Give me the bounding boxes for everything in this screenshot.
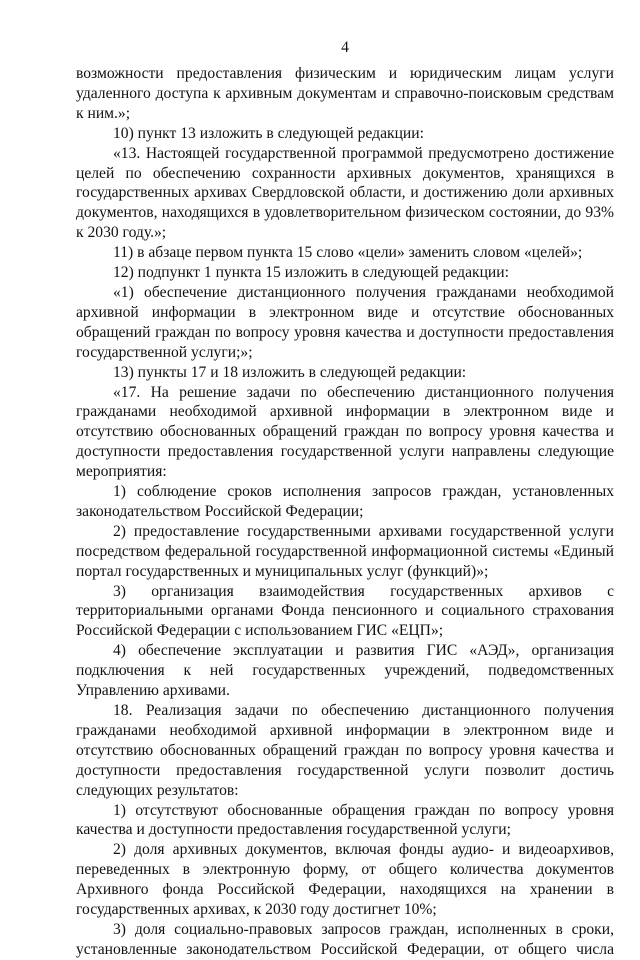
paragraph: 11) в абзаце первом пункта 15 слово «цели» заменить словом «целей»;: [113, 244, 583, 262]
paragraph: 1) отсутствуют обоснованные обращения граждан по вопросу уровня качества и доступности предоставления государственной услуги;: [76, 801, 614, 839]
paragraph: 3) доля социально-правовых запросов граждан, исполненных в сроки, установленные законодательством Российской Федерации, от общего числа: [76, 920, 614, 958]
paragraph: «13. Настоящей государственной программой предусмотрено достижение целей по обеспечению сохранности архивных документов, хранящихся в государственных архивах Свердловской области, и достижению доли архивных документов, находящихся в удовлетворительном физическом состоянии, до 93% к 2030 году.»;: [76, 144, 614, 242]
paragraph: 3) организация взаимодействия государственных архивов с территориальными органами Фонда пенсионного и социального страхования Российской Федерации с использованием ГИС «ЕЦП»;: [76, 582, 614, 640]
page-number: 4: [341, 39, 349, 56]
paragraph: 13) пункты 17 и 18 изложить в следующей редакции:: [113, 363, 467, 381]
paragraph: 12) подпункт 1 пункта 15 изложить в следующей редакции:: [113, 264, 509, 282]
paragraph: 2) доля архивных документов, включая фонды аудио- и видеоархивов, переведенных в электронную форму, от общего количества документов Архивного фонда Российской Федерации, находящихся на хранении в государственных архивах, к 2030 году достигнет 10%;: [76, 841, 614, 919]
paragraph: 18. Реализация задачи по обеспечению дистанционного получения гражданами необходимой архивной информации в электронном виде и отсутствию обоснованных обращений граждан по вопросу уровня качества и доступности предоставления государственной услуги позволит достичь следующих результатов:: [76, 702, 614, 799]
paragraph: возможности предоставления физическим и юридическим лицам услуги удаленного доступа к архивным документам и справочно-поисковым средствам к ним.»;: [76, 65, 614, 122]
document-page: [76, 36, 614, 960]
document-body: [76, 64, 614, 960]
paragraph: «1) обеспечение дистанционного получения гражданами необходимой архивной информации в электронном виде и отсутствие обоснованных обращений граждан по вопросу уровня качества и доступности предоставления государственной услуги;»;: [76, 283, 614, 361]
paragraph: «17. На решение задачи по обеспечению дистанционного получения гражданами необходимой архивной информации в электронном виде и отсутствию обоснованных обращений граждан по вопросу уровня качества и доступности предоставления государственной услуги направлены следующие мероприятия:: [76, 383, 614, 481]
paragraph: 4) обеспечение эксплуатации и развития ГИС «АЭД», организация подключения к ней государственных учреждений, подведомственных Управлению архивами.: [76, 642, 614, 700]
paragraph: 10) пункт 13 изложить в следующей редакции:: [113, 124, 424, 142]
paragraph: 2) предоставление государственными архивами государственной услуги посредством федеральной государственной информационной системы «Единый портал государственных и муниципальных услуг (функций)»;: [76, 522, 614, 580]
paragraph: 1) соблюдение сроков исполнения запросов граждан, установленных законодательством Российской Федерации;: [76, 483, 614, 520]
